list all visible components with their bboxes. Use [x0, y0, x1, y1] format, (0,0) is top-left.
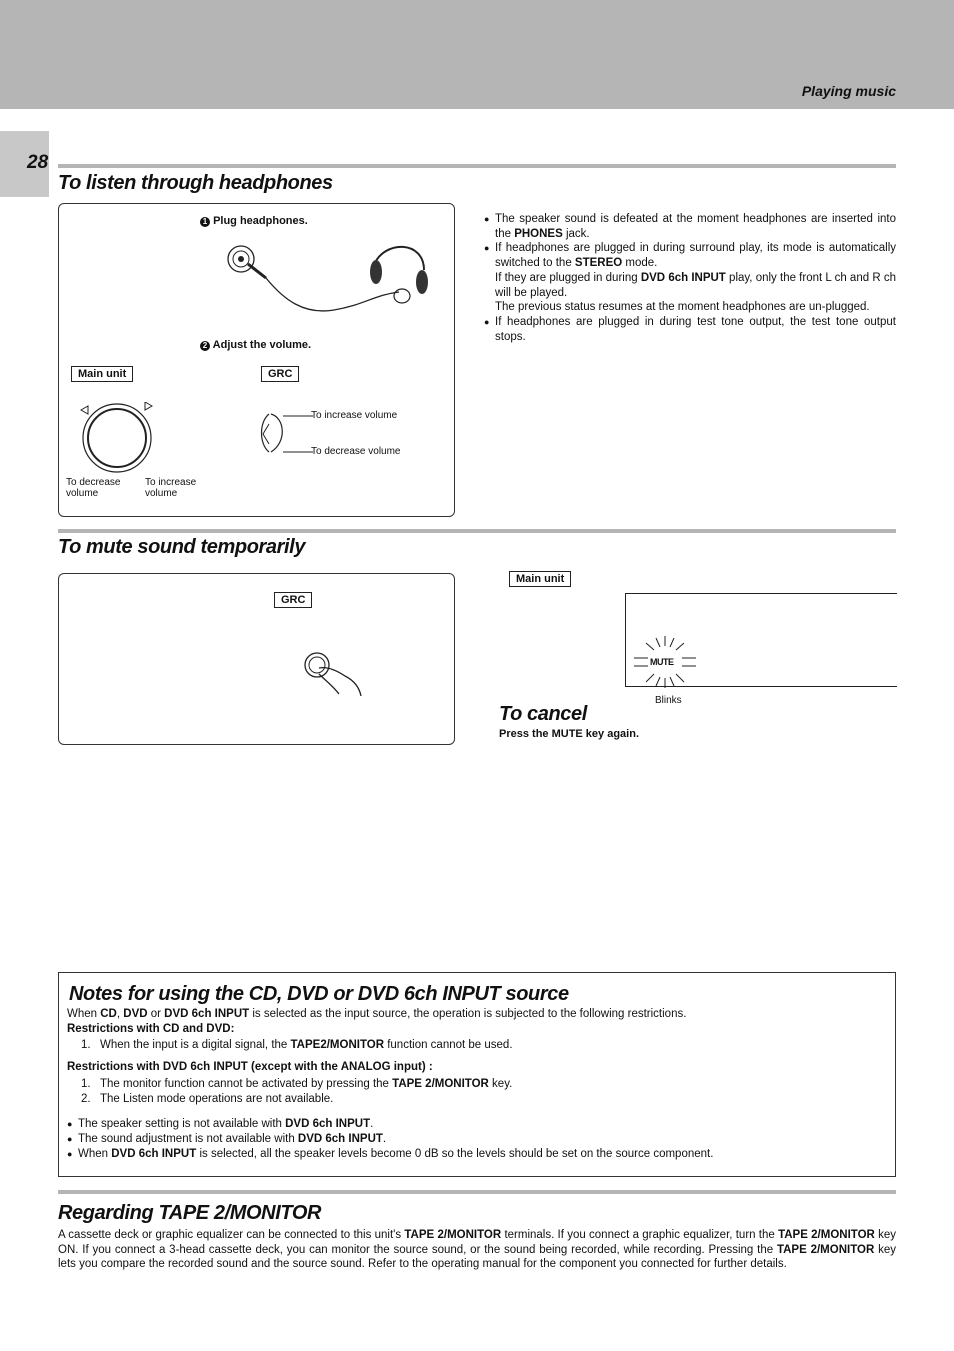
- page-number: 28: [27, 152, 49, 173]
- notes-body: [67, 1007, 885, 1161]
- notes-title: Notes for using the CD, DVD or DVD 6ch INPUT source: [69, 983, 569, 1005]
- note-item: ● The speaker sound is defeated at the moment headphones are inserted into the PHONES jack.: [484, 212, 896, 241]
- grc-volume-jog-icon[interactable]: [255, 404, 315, 460]
- step-2-text: Adjust the volume.: [212, 339, 312, 351]
- volume-knob-icon[interactable]: [79, 402, 159, 474]
- tape-title: Regarding TAPE 2/MONITOR: [58, 1202, 322, 1224]
- step-2-icon: 2: [200, 341, 210, 351]
- note-item: ● If headphones are plugged in during test tone output, the test tone output stops.: [484, 315, 896, 344]
- knob-left-caption: To decrease volume: [66, 477, 121, 499]
- notes-bullets: [67, 1117, 885, 1161]
- list-item: 1. The monitor function cannot be activated by pressing the TAPE 2/MONITOR key.: [100, 1077, 885, 1092]
- grc-label: GRC: [274, 592, 312, 608]
- list-item: ● When DVD 6ch INPUT is selected, all the speaker levels become 0 dB so the levels should be set on the source component.: [67, 1147, 885, 1162]
- headphones-title: To listen through headphones: [58, 172, 333, 194]
- cancel-title: To cancel: [499, 703, 587, 725]
- mute-key-press-icon[interactable]: [299, 650, 365, 698]
- section-rule: [58, 1190, 896, 1194]
- restrictions-cd-title: Restrictions with CD and DVD:: [67, 1022, 235, 1035]
- tape-paragraph: A cassette deck or graphic equalizer can be connected to this unit's TAPE 2/MONITOR terminals. If you connect a graphic equalizer, turn the TAPE 2/MONITOR key ON. If you connect a 3-head cassette deck, you can monitor the source sound, or the sound being recorded, while recording. Pressing the TAPE 2/MONITOR key lets you compare the recorded sound and the source sound. Refer to the operating manual for the component you connected for further details.: [58, 1229, 897, 1271]
- headphones-illustration: [224, 240, 429, 320]
- mute-figure-box: [58, 573, 455, 745]
- knob-right-caption: To increase volume: [145, 477, 197, 499]
- decrease-volume-caption: To decrease volume: [311, 446, 401, 457]
- list-item: 1. When the input is a digital signal, the TAPE2/MONITOR function cannot be used.: [100, 1038, 885, 1053]
- increase-volume-caption: To increase volume: [311, 410, 398, 421]
- step-1: [200, 215, 308, 227]
- restrictions-6ch-title: Restrictions with DVD 6ch INPUT (except with the ANALOG input) :: [67, 1061, 433, 1074]
- restrictions-cd-list: [67, 1038, 885, 1053]
- headphones-notes: [484, 212, 896, 344]
- main-unit-label: Main unit: [71, 366, 133, 382]
- section-title: Playing music: [801, 83, 896, 99]
- mute-indicator: MUTE: [650, 657, 674, 667]
- step-2: [200, 339, 311, 351]
- notes-box: [58, 972, 896, 1177]
- step-1-icon: 1: [200, 217, 210, 227]
- section-rule: [58, 164, 896, 168]
- list-item: ● The speaker setting is not available with DVD 6ch INPUT.: [67, 1117, 885, 1132]
- blinks-caption: Blinks: [655, 695, 682, 706]
- cancel-text: Press the MUTE key again.: [499, 728, 639, 740]
- section-rule: [58, 529, 896, 533]
- notes-intro: When CD, DVD or DVD 6ch INPUT is selected as the input source, the operation is subjected to the following restrictions.: [67, 1008, 687, 1020]
- list-item: 2. The Listen mode operations are not available.: [100, 1092, 885, 1107]
- headphones-figure-box: [58, 203, 455, 517]
- restrictions-6ch-list: [67, 1077, 885, 1106]
- note-item: ● If headphones are plugged in during surround play, its mode is automatically switched to the STEREO mode. If they are plugged in during DVD 6ch INPUT play, only the front L ch and R ch will be played. The previous status resumes at the moment headphones are un-plugged.: [484, 241, 896, 315]
- grc-label: GRC: [261, 366, 299, 382]
- step-1-text: Plug headphones.: [213, 215, 308, 227]
- list-item: ● The sound adjustment is not available with DVD 6ch INPUT.: [67, 1132, 885, 1147]
- mute-title: To mute sound temporarily: [58, 536, 306, 558]
- main-unit-label: Main unit: [509, 571, 571, 587]
